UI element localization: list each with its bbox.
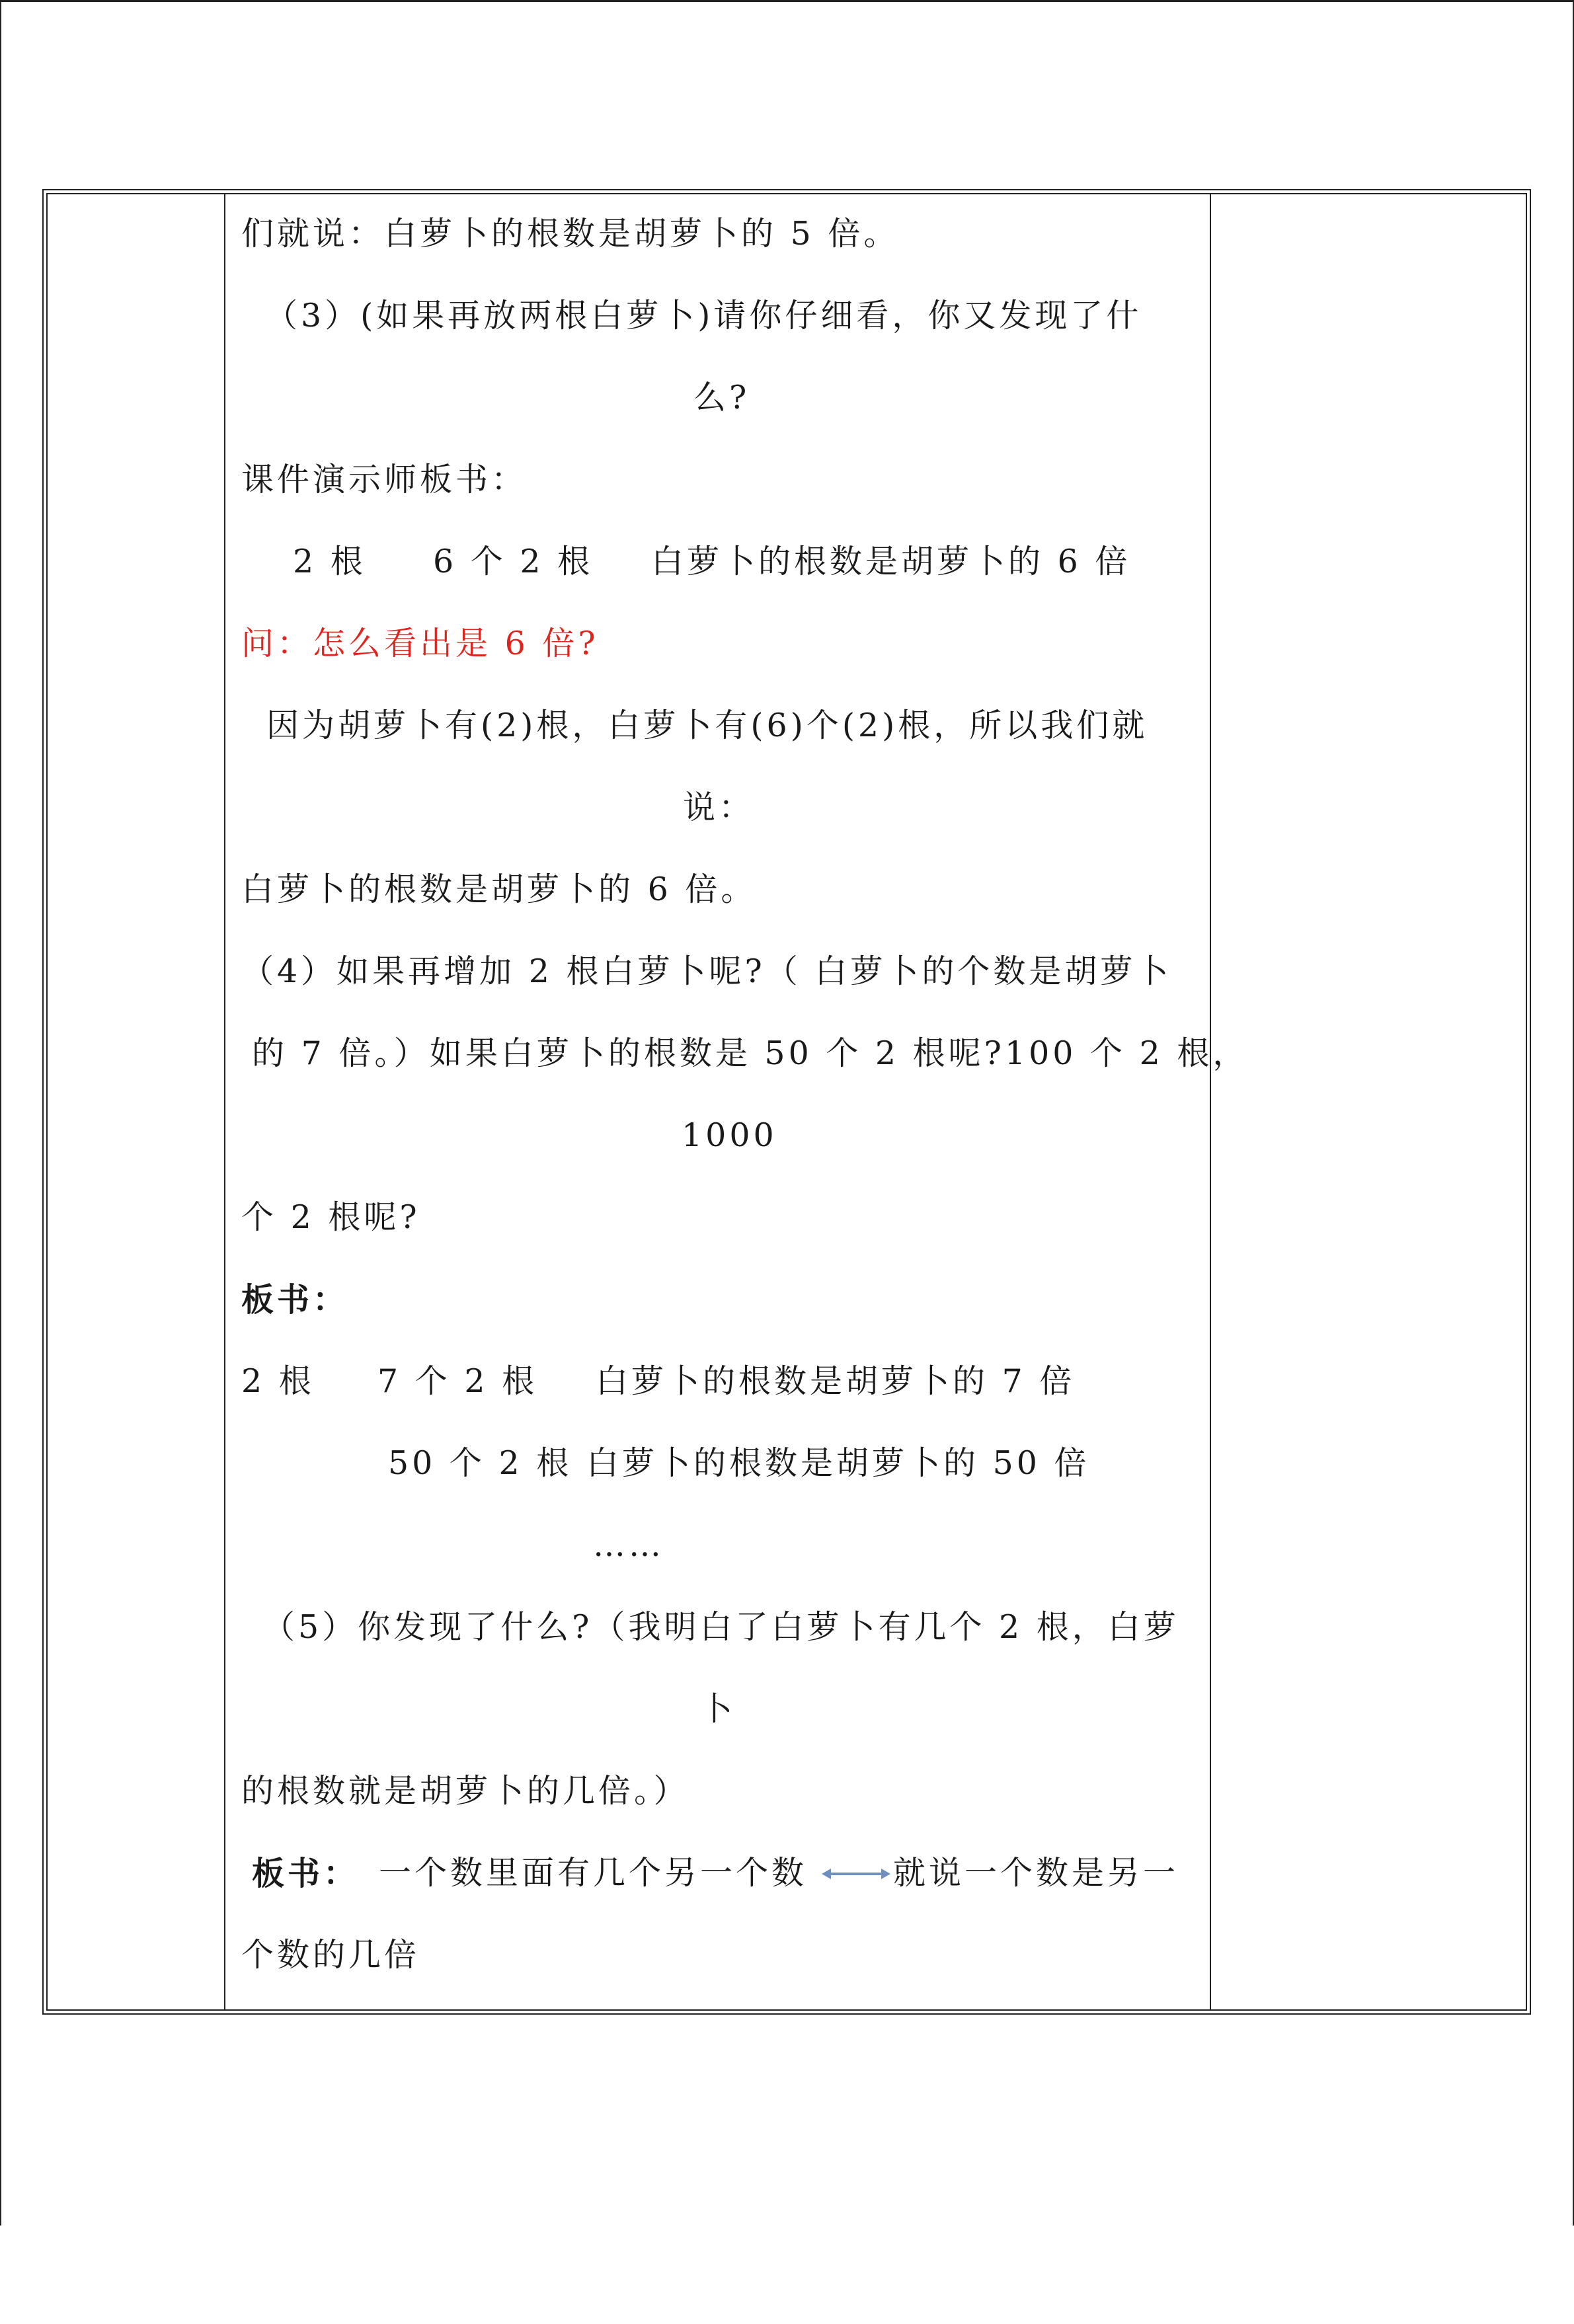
- text-line: [225, 767, 1210, 849]
- paragraph-text: 的 7 倍。）如果白萝卜的根数是 50 个 2 根呢?100 个 2 根，: [252, 1034, 1249, 1072]
- board-text: 白萝卜的根数是胡萝卜的 7 倍: [596, 1362, 1076, 1400]
- question-line: [225, 603, 1210, 685]
- board-text: 50 个 2 根: [388, 1444, 572, 1482]
- column-divider-right: [1210, 193, 1211, 2011]
- lesson-content-cell: [225, 193, 1249, 2011]
- question-text: 问：怎么看出是 6 倍?: [241, 625, 599, 662]
- text-line: [225, 1013, 1249, 1095]
- text-line: [225, 1586, 1210, 1668]
- text-line: [225, 931, 1210, 1013]
- page-top-border: [0, 0, 1574, 2]
- paragraph-text: （5）你发现了什么?（我明白了白萝卜有几个 2 根，白萝: [262, 1608, 1179, 1646]
- paragraph-text: 个 2 根呢?: [241, 1198, 420, 1236]
- paragraph-text: （3）(如果再放两根白萝卜)请你仔细看，你又发现了什: [265, 297, 1142, 334]
- paragraph-text: 1000: [682, 1116, 777, 1154]
- board-text: 白萝卜的根数是胡萝卜的 50 倍: [586, 1444, 1090, 1482]
- board-heading-line: [225, 1259, 1210, 1340]
- text-line: [225, 849, 1210, 931]
- text-line: [225, 1177, 1210, 1259]
- ellipsis-line: [225, 1504, 1210, 1586]
- paragraph-text: 因为胡萝卜有(2)根，白萝卜有(6)个(2)根，所以我们就: [266, 707, 1148, 744]
- paragraph-text: 卜: [700, 1690, 736, 1728]
- text-line: [225, 685, 1210, 767]
- ellipsis-text: ……: [593, 1526, 664, 1564]
- board-row: [225, 521, 1210, 603]
- text-line: [225, 439, 1210, 521]
- board-text: 2 根: [241, 1362, 315, 1400]
- page-left-border: [0, 0, 1, 2226]
- paragraph-text: 课件演示师板书：: [241, 461, 528, 498]
- board-heading: 板书：: [252, 1854, 360, 1892]
- conclusion-text: 就说一个数是另一: [893, 1854, 1179, 1892]
- paragraph-text: 们就说：白萝卜的根数是胡萝卜的 5 倍。: [241, 215, 900, 252]
- conclusion-text: 一个数里面有几个另一个数: [379, 1854, 808, 1892]
- paragraph-text: 说：: [683, 789, 755, 826]
- paragraph-text: 的根数就是胡萝卜的几倍。）: [241, 1772, 689, 1810]
- board-row: [225, 1340, 1210, 1422]
- board-text: 6 个 2 根: [433, 543, 594, 580]
- text-line: [225, 193, 1210, 275]
- paragraph-text: 么?: [693, 379, 750, 416]
- text-line: [225, 275, 1210, 357]
- board-text: 白萝卜的根数是胡萝卜的 6 倍: [651, 543, 1131, 580]
- double-arrow-icon: [822, 1868, 890, 1880]
- board-text: 2 根: [293, 543, 366, 580]
- text-line: [225, 1668, 1210, 1750]
- text-line: [225, 1914, 1210, 1996]
- paragraph-text: 白萝卜的根数是胡萝卜的 6 倍。: [241, 871, 757, 908]
- paragraph-text: （4）如果再增加 2 根白萝卜呢?（ 白萝卜的个数是胡萝卜: [241, 952, 1172, 990]
- text-line: [225, 357, 1210, 439]
- board-heading: 板书：: [241, 1280, 349, 1319]
- board-text: 7 个 2 根: [377, 1362, 538, 1400]
- conclusion-line: [225, 1832, 1210, 1914]
- conclusion-text: 个数的几倍: [241, 1936, 420, 1974]
- text-line: [225, 1750, 1210, 1832]
- text-line: [225, 1095, 1210, 1177]
- board-row: [225, 1422, 1210, 1504]
